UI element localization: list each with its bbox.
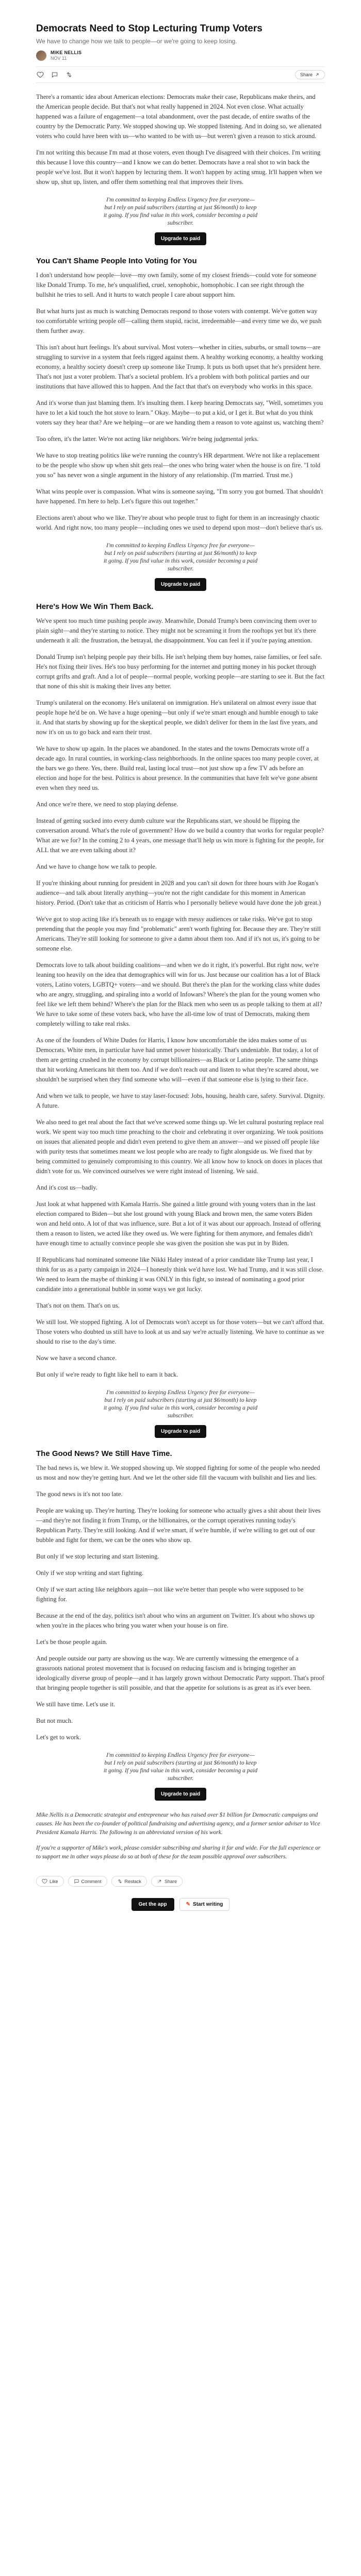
- restack-icon[interactable]: [65, 71, 73, 79]
- body-paragraph: I'm not writing this because I'm mad at those voters, even though I've disagreed with their choices. I'm writing this because I love this country—and I know we can do better. Democrats have a real shot to win back the people we've lost. But it won't happen by lecturing them. It won't happen by acting smug. It'll happen when we show up, shut up, listen, and offer them something real that improves their lives.: [36, 149, 322, 185]
- action-bar: [36, 66, 325, 83]
- body-paragraph: Too often, it's the latter. We're not acting like neighbors. We're being judgmental jerks.: [36, 435, 259, 443]
- body-paragraph: Now we have a second chance.: [36, 1354, 117, 1362]
- article-body: [36, 92, 325, 1801]
- body-paragraph: If Republicans had nominated someone like Nikki Haley instead of a prior candidate like Trump last year, I think for us as a party campaign in 2024—I honestly think we'd have lost. We had Trump, and it was still close. We need to learn the maybe of thinking it was ONLY in this fight, so instead of nominating a good prior candidate into a generational bubble in some ways we got lucky.: [36, 1256, 324, 1293]
- heart-icon[interactable]: [36, 71, 44, 79]
- bottom-bar: [36, 1896, 325, 1921]
- body-paragraph: Only if we start acting like neighbors again—not like we're better than people who were supposed to be fighting for.: [36, 1586, 304, 1603]
- article-page: [36, 0, 325, 1921]
- body-paragraph: There's a romantic idea about American elections: Democrats make their case, Republicans make theirs, and the American people decide. But that's not what really happened in 2024. Not even close. What actually happened was a failure of engagement—a total abandonment, over the past decade, of entire swaths of the country by the Democratic Party. We stopped showing up. We stopped listening. And in doing so, we alienated voters who could have been with us—who wanted to be with us—but weren't given a reason to stick around.: [36, 93, 322, 140]
- body-paragraph: Only if we stop writing and start fighting.: [36, 1569, 144, 1577]
- section-heading: The Good News? We Still Have Time.: [36, 1449, 172, 1458]
- body-paragraph: And people outside our party are showing us the way. We are currently witnessing the emergence of a grassroots national protest movement that is focused on reducing fascism and is bringing together an ideologically diverse group of people—and it has largely grown without Democratic Party support. That's proof that bringing people together is still possible, and that the appetite for solutions is as great as it's ever been.: [36, 1655, 324, 1691]
- author-name[interactable]: MIKE NELLIS: [51, 50, 82, 55]
- body-paragraph: If you're thinking about running for president in 2028 and you can't sit down for three hours with Joe Rogan's audience—and talk about literally anything—you're not the right candidate for this moment in American history. Period. (Don't take that as criticism of Harris who I personally believe would have done the job great.): [36, 879, 321, 906]
- body-paragraph: We have to show up again. In the places we abandoned. In the states and the towns Democrats wrote off a decade ago. In rural counties, in working-class neighborhoods. In the online spaces too many people cover, at the bars we go there. Yes, there. Build real, lasting local trust—not just show up a few TV ads before an election and hope for the best. Politics is about presence. In the communities that have felt we've gone absent even when they need us.: [36, 745, 319, 791]
- body-paragraph: We've spent too much time pushing people away. Meanwhile, Donald Trump's been convincing them over to plain sight—and they're starting to notice. They might not be screaming it from the rooftops yet but it's there underneath it all: the frustration, the betrayal, the disappointment. You can feel it if you're paying attention.: [36, 617, 317, 644]
- body-paragraph: People are waking up. They're hurting. They're looking for someone who actually gives a shit about their lives—and they're not finding it from Trump, or the billionaires, or the corrupt operatives running today's Republican Party. They're still looking. And if we're smart, if we're humble, if we're willing to get out of our bubble and fight for them, we can be the ones who show up.: [36, 1507, 321, 1544]
- upgrade-button[interactable]: Upgrade to paid: [155, 1788, 206, 1801]
- like-chip[interactable]: [36, 1876, 64, 1887]
- section-heading: Here's How We Win Them Back.: [36, 602, 154, 611]
- start-writing-button[interactable]: [179, 1898, 230, 1911]
- body-paragraph: But only if we're ready to fight like hell to earn it back.: [36, 1371, 178, 1378]
- share-chip-label: Share: [165, 1878, 177, 1884]
- upgrade-wrap: [36, 1425, 325, 1438]
- body-paragraph: Let's get to work.: [36, 1734, 81, 1741]
- body-paragraph: We still lost. We stopped fighting. A lot of Democrats won't accept us for those voters—but we can't afford that. Those voters who doubted us still have to look at us and say we're actually listening. We have to continue as we should to rise to the day's time.: [36, 1318, 324, 1345]
- top-spacer: [36, 13, 325, 23]
- avatar[interactable]: [36, 50, 46, 61]
- upgrade-button[interactable]: Upgrade to paid: [155, 1425, 206, 1438]
- body-paragraph: We have to stop treating politics like we're running the country's HR department. We're not like a replacement to be the people who show up when shit gets real—the ones who bring water when the house is on fire. "I told you so" has never won a single argument in the history of any relationship. (I'm married. Trust me.): [36, 452, 321, 479]
- bottom-actions: [36, 1876, 325, 1887]
- post-date: NOV 11: [51, 56, 67, 61]
- restack-chip-label: Restack: [124, 1878, 142, 1884]
- body-paragraph: And when we talk to people, we have to stay laser-focused: Jobs, housing, health care, safety. Survival. Dignity. A future.: [36, 1092, 325, 1109]
- body-paragraph: And once we're there, we need to stop playing defense.: [36, 801, 178, 808]
- byline-text: [51, 50, 81, 61]
- body-paragraph: And we have to change how we talk to people.: [36, 863, 157, 870]
- share-chip[interactable]: [151, 1876, 183, 1887]
- upgrade-wrap: [36, 578, 325, 591]
- page-title: Democrats Need to Stop Lecturing Trump Voters: [36, 23, 262, 34]
- body-paragraph: This isn't about hurt feelings. It's about survival. Most voters—whether in cities, suburbs, or small towns—are struggling to survive in a system that feels rigged against them. A healthy working economy, a healthy working economy, a healthy society doesn't creep up someone like Trump. It puts us both upset that he's president here. That's not just a voter problem. That's a societal problem. It's a problem with both political parties and our institutions that have allowed this to happen. And the fact that that's on everybody who works in this space.: [36, 344, 323, 390]
- comment-icon[interactable]: [51, 71, 59, 79]
- body-paragraph: We've got to stop acting like it's beneath us to engage with messy audiences or take risks. We've got to stop pretending that the people you may find "problematic" aren't worth fighting for. Because they are. They're still Americans. They're still looking for someone to give a damn about them too. And if it's not us, it's going to be someone else.: [36, 916, 321, 952]
- upgrade-button[interactable]: Upgrade to paid: [155, 232, 206, 245]
- subscribe-promo: I'm committed to keeping Endless Urgency free for everyone—but I rely on paid subscribers (starting at just $6/month) to keep it going. If you find value in this work, consider becoming a paid subscriber.: [103, 197, 258, 226]
- body-paragraph: That's not on them. That's on us.: [36, 1302, 120, 1309]
- body-paragraph: I don't understand how people—love—my own family, some of my closest friends—could vote for someone like Donald Trump. To me, he's unqualified, cruel, xenophobic, homophobic. I can see right through the bullshit he tries to sell. And it hurts to watch people I care about support him.: [36, 272, 317, 298]
- body-paragraph: But not much.: [36, 1717, 73, 1724]
- comment-chip[interactable]: [68, 1876, 107, 1887]
- byline: [36, 50, 325, 61]
- body-paragraph: Trump's unilateral on the economy. He's unilateral on immigration. He's unilateral on almost every issue that people hope he'd be on. We have a huge opening—but only if we're smart enough and humble enough to take it. And that starts by showing up for the skeptical people, we didn't deliver for them in the last five years, and now it's on us to go back and earn their trust.: [36, 699, 318, 736]
- pen-icon: ✎: [186, 1902, 191, 1907]
- body-paragraph: Instead of getting sucked into every dumb culture war the Republicans start, we should be flipping the conversation around. What's the role of government? How do we build a country that works for regular people? What are we for? In the coming 2 to 4 years, one message that'll help us win more is fighting for the people, for ALL that we are even talking about it?: [36, 817, 324, 854]
- start-writing-label: Start writing: [193, 1902, 223, 1907]
- body-paragraph: But what hurts just as much is watching Democrats respond to those voters with contempt. We've gotten way too comfortable writing people off—calling them stupid, racist, irredeemable—and every time we do, we push them further away.: [36, 308, 322, 334]
- share-icon: [157, 1878, 162, 1884]
- section-heading: You Can't Shame People Into Voting for You: [36, 257, 197, 265]
- like-chip-label: Like: [50, 1878, 58, 1884]
- body-paragraph: And it's worse than just blaming them. It's insulting them. I keep hearing Democrats say, "Well, sometimes you have to let a kid touch the hot stove to learn." Okay. Maybe—to put a kid, or I get it. But what do you think voters say they hear that? Are we helping—or are we handing them a reason to vote against us, watching them?: [36, 399, 324, 426]
- footnotes: [36, 1811, 325, 1861]
- subscribe-promo: I'm committed to keeping Endless Urgency free for everyone—but I rely on paid subscribers (starting at just $6/month) to keep it going. If you find value in this work, consider becoming a paid subscriber.: [103, 543, 258, 572]
- body-paragraph: We still have time. Let's use it.: [36, 1701, 116, 1708]
- upgrade-button[interactable]: Upgrade to paid: [155, 578, 206, 591]
- restack-chip[interactable]: [111, 1876, 147, 1887]
- author-footnote: If you're a supporter of Mike's work, please consider subscribing and sharing it far and wide. For the full experience or to support me in other ways please do so at both of these for the team possible approval over subscribers.: [36, 1845, 321, 1860]
- article-subtitle: We have to change how we talk to people—or we're going to keep losing.: [36, 38, 237, 45]
- get-app-button[interactable]: Get the app: [132, 1898, 174, 1911]
- body-paragraph: And it's cost us—badly.: [36, 1184, 97, 1191]
- body-paragraph: Elections aren't about who we like. They're about who people trust to fight for them in an increasingly chaotic world. And right now, too many people—including ones we used to depend upon most—don't believe that's us.: [36, 514, 323, 531]
- restack-icon: [117, 1878, 123, 1884]
- subscribe-promo: I'm committed to keeping Endless Urgency free for everyone—but I rely on paid subscribers (starting at just $6/month) to keep it going. If you find value in this work, consider becoming a paid subscriber.: [103, 1752, 258, 1782]
- subscribe-promo: I'm committed to keeping Endless Urgency free for everyone—but I rely on paid subscribers (starting at just $6/month) to keep it going. If you find value in this work, consider becoming a paid subscriber.: [103, 1389, 258, 1419]
- body-paragraph: The bad news is, we blew it. We stopped showing up. We stopped fighting for some of the people who needed us most and now they're getting hurt. And we let the other side fill the vacuum with bullshit and lies and lies.: [36, 1464, 320, 1481]
- body-paragraph: The good news is it's not too late.: [36, 1490, 123, 1498]
- comment-chip-label: Comment: [81, 1878, 102, 1884]
- body-paragraph: Let's be those people again.: [36, 1638, 107, 1646]
- heart-icon: [42, 1878, 47, 1884]
- comment-icon: [74, 1878, 79, 1884]
- body-paragraph: As one of the founders of White Dudes for Harris, I know how uncomfortable the idea makes some of us Democrats. White men, in particular have had unmet power historically. That's undeniable. But today, a lot of them are getting crushed in the economy by corrupt billionaires—as Black or Latino people. The same things that hit working Americans hit them too. And if we don't reach out and listen to what they're scared about, we shouldn't be surprised when they find someone who will—even if that someone else is lying to their face.: [36, 1037, 319, 1083]
- author-footnote: Mike Nellis is a Democratic strategist and entrepreneur who has raised over $1 billion for Democratic campaigns and causes. He has been the co-founder of political fundraising and advertising agency, and a former senior adviser to Vice President Kamala Harris. The following is an abbreviated version of his work.: [36, 1812, 320, 1836]
- share-label: Share: [300, 72, 313, 77]
- body-paragraph: But only if we stop lecturing and start listening.: [36, 1553, 159, 1560]
- body-paragraph: Donald Trump isn't helping people pay their bills. He isn't helping them buy homes, raise families, or feel safe. He's not fixing their lives. He's too busy performing for the internet and putting money in his pocket through corrupt grifts and graft. And a lot of people—normal people, working people—are starting to see it. But the fact that none of this shit is making their lives any better.: [36, 653, 325, 690]
- body-paragraph: What wins people over is compassion. What wins is someone saying, "I'm sorry you got burned. That shouldn't have happened. I'm here to help. Let's figure this out together.": [36, 488, 323, 505]
- share-arrow-icon: [315, 72, 320, 77]
- share-button[interactable]: [295, 70, 325, 79]
- upgrade-wrap: [36, 232, 325, 245]
- body-paragraph: Just look at what happened with Kamala Harris. She gained a little ground with young voters than in the last election compared to Biden—but she lost ground with young Black and brown men, the same voters Biden won and held onto. A lot of that was influence, sure. But a lot of it was about our approach. Instead of offering them a reason to listen, we acted like they owed us. We were fighting for them anymore, and females didn't have enough time to actually convince people she was given the position she was put in by Biden.: [36, 1200, 321, 1247]
- upgrade-wrap: [36, 1788, 325, 1801]
- body-paragraph: Because at the end of the day, politics isn't about who wins an argument on Twitter. It's about who shows up when you're in the places who bring you water when your house is on fire.: [36, 1612, 315, 1629]
- body-paragraph: Democrats love to talk about building coalitions—and when we do it right, it's powerful. But right now, we're leaning too heavily on the idea that demographics will win for us. Just because our coalition has a lot of Black voters, Latino voters, LGBTQ+ voters—and we should. But there's the plan for the working class white dudes who are angry, struggling, and spiraling into a world of Infowars? Where's the plan for the young women who feel like we left them behind? Where's the plan for the Black men who seen us as people talking to them at all? We have to take some of these voters back, who have the all-time low of trust of Democrats, making them completely willing to take real risks.: [36, 961, 322, 1027]
- body-paragraph: We also need to get real about the fact that we've screwed some things up. We let cultural posturing replace real work. We spent way too much time preaching to the choir and celebrating it over organizing. We took positions on issues that alienated people and didn't even pretend to give them an answer—and we pissed off people like with purity tests that sometimes meant we lost people who are ready to fight alongside us. We fixed that by being committed to genuinely compromising to this country. We all know how to knock on doors in places that didn't vote for us. We convinced ourselves we were right instead of listening. We said.: [36, 1118, 324, 1175]
